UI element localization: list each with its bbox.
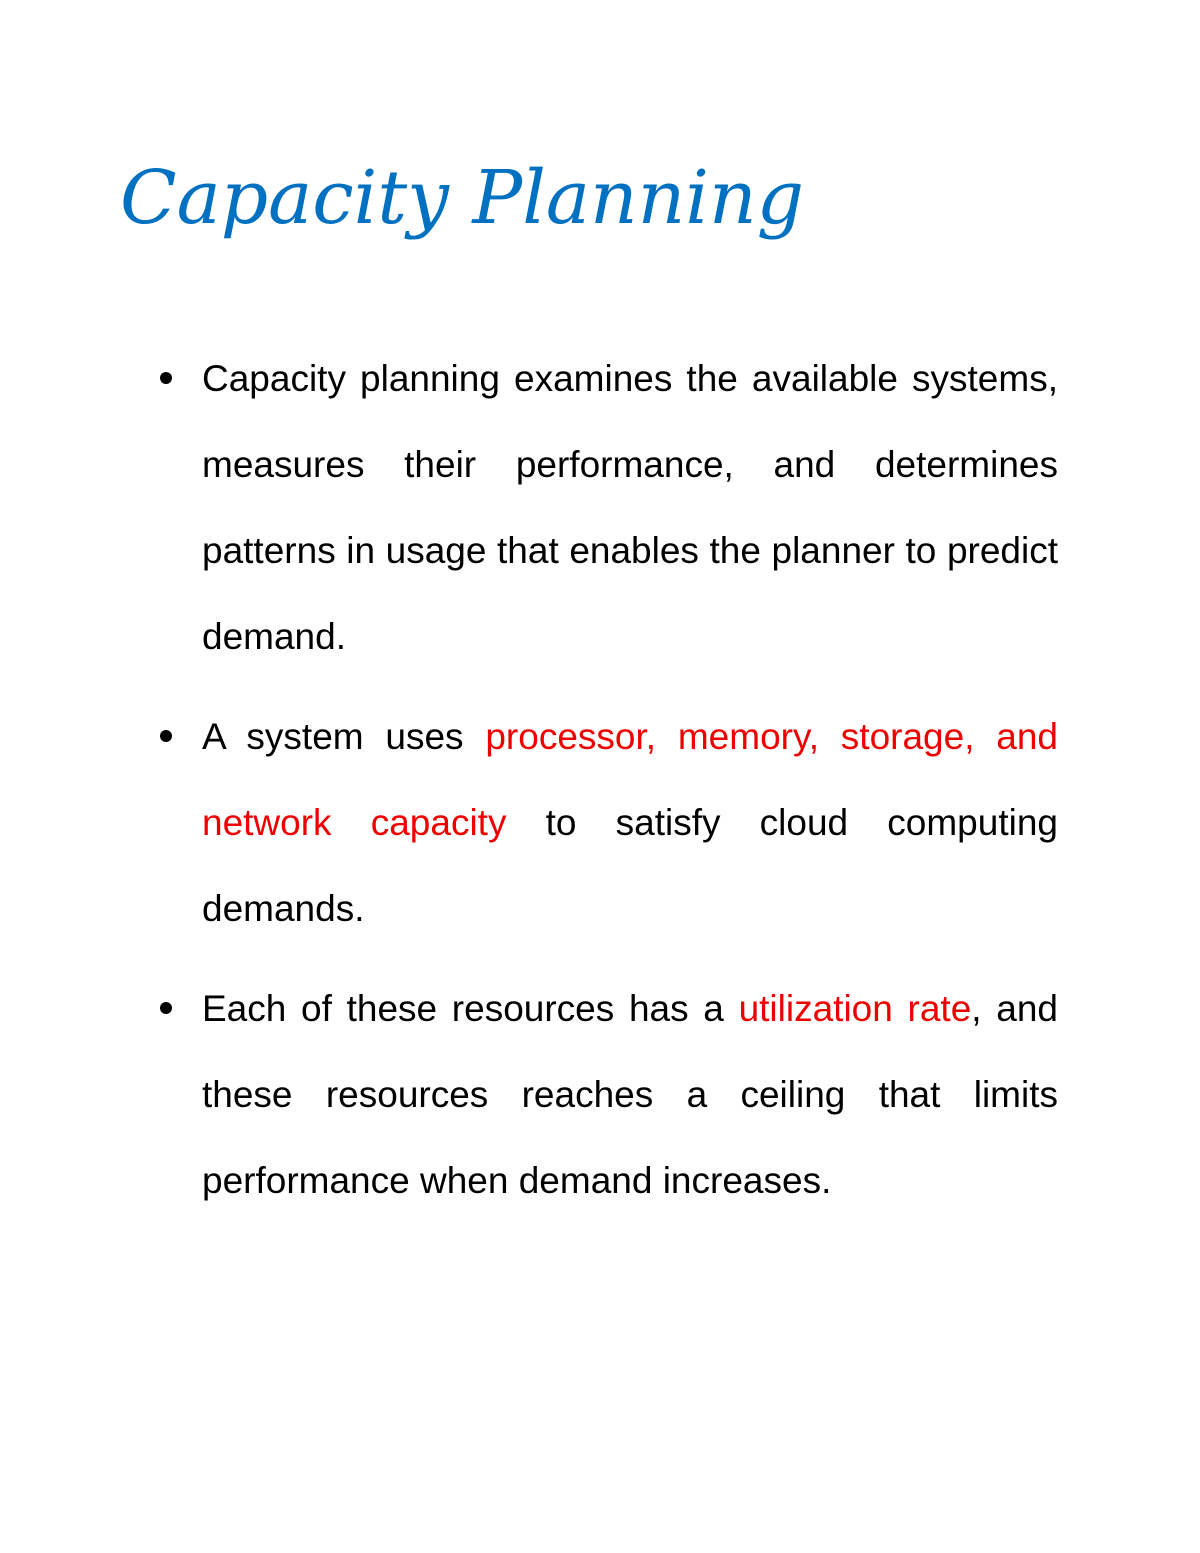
bullet-text [202,694,1058,952]
page-title: Capacity Planning [120,155,804,241]
highlighted-text-segment: processor, memory, storage, and network capacity [202,716,1059,843]
bullet-list [160,336,1058,1238]
text-segment: to satisfy cloud computing demands. [202,802,1058,929]
bullet-text [202,966,1058,1224]
bullet-text [202,336,1058,680]
text-segment: Each of these resources has a [202,988,739,1029]
text-segment: A system uses [202,716,486,757]
list-item [160,966,1058,1224]
highlighted-text-segment: utilization rate [738,988,972,1029]
list-item [160,694,1058,952]
bullet-icon [160,730,172,742]
bullet-icon [160,1002,172,1014]
list-item [160,336,1058,680]
text-segment: , and these resources reaches a ceiling that limits performance when demand increases. [202,988,1058,1201]
bullet-icon [160,372,172,384]
text-segment: Capacity planning examines the available systems, measures their performance, and determines patterns in usage that enables the planner to predict demand. [202,358,1058,657]
